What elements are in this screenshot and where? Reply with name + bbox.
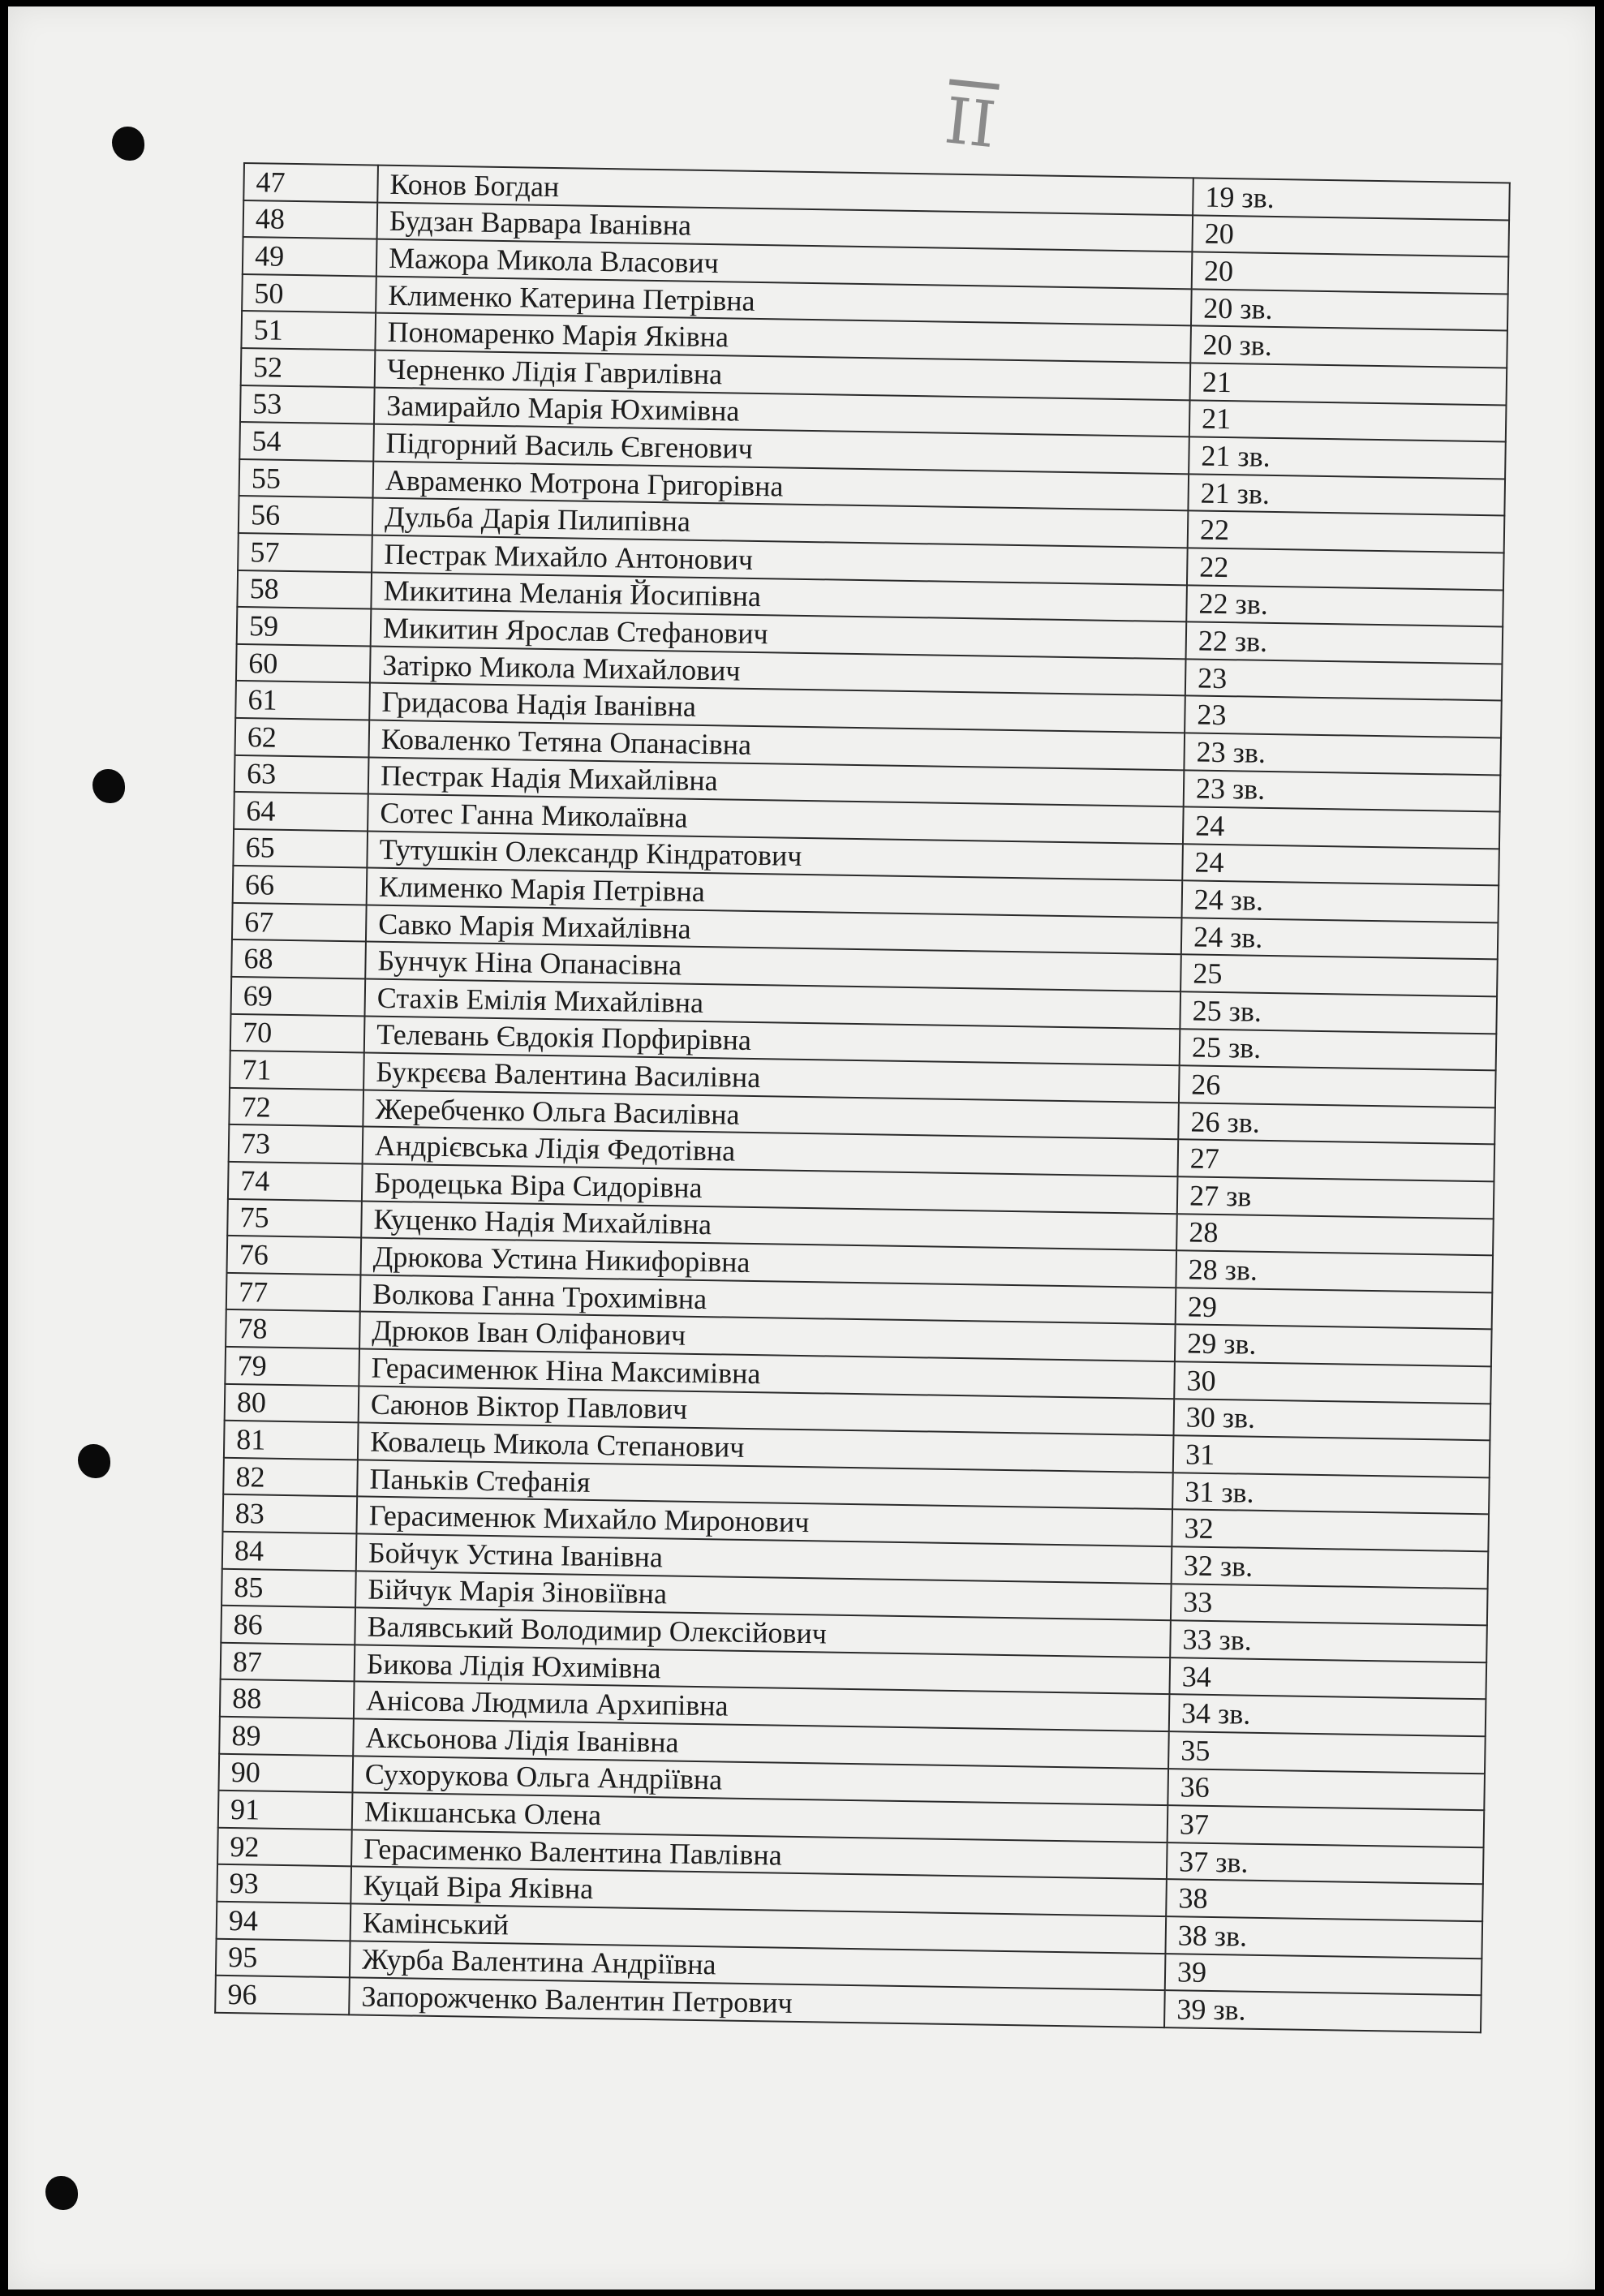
grave-number: 24 зв.: [1182, 881, 1499, 923]
grave-number: 39 зв.: [1164, 1990, 1481, 2032]
person-name: Затірко Микола Михайлович: [370, 646, 1186, 695]
grave-number: 32: [1172, 1510, 1489, 1552]
row-number: 80: [225, 1383, 359, 1422]
grave-number: 34 зв.: [1169, 1695, 1486, 1737]
person-name: Телевань Євдокія Порфирівна: [364, 1016, 1180, 1065]
grave-number: 19 зв.: [1193, 178, 1510, 220]
grave-number: 33 зв.: [1170, 1620, 1487, 1662]
grave-number: 23 зв.: [1184, 770, 1501, 812]
person-name: Пономаренко Марія Яківна: [375, 313, 1191, 363]
person-name: Стахів Емілія Михайлівна: [364, 979, 1180, 1029]
row-number: 73: [229, 1124, 363, 1163]
grave-number: 26 зв.: [1178, 1103, 1495, 1145]
grave-number: 20 зв.: [1190, 326, 1507, 368]
row-number: 78: [226, 1309, 360, 1348]
person-name: Коваленко Тетяна Опанасівна: [369, 720, 1185, 769]
row-number: 94: [217, 1902, 351, 1941]
row-number: 82: [223, 1458, 358, 1497]
row-number: 70: [230, 1014, 365, 1053]
grave-number: 38: [1166, 1879, 1483, 1921]
row-number: 66: [233, 866, 368, 905]
row-number: 50: [242, 274, 376, 313]
person-name: Пестрак Михайло Антонович: [372, 535, 1188, 584]
row-number: 72: [229, 1088, 363, 1127]
row-number: 52: [241, 348, 376, 387]
row-number: 88: [220, 1679, 355, 1718]
row-number: 92: [217, 1827, 352, 1866]
grave-number: 37 зв.: [1167, 1842, 1484, 1885]
person-name: Герасименко Валентина Павлівна: [351, 1829, 1168, 1879]
person-name: Дульба Дарія Пилипівна: [372, 498, 1189, 548]
row-number: 65: [233, 829, 368, 868]
grave-number: 32 зв.: [1172, 1546, 1489, 1589]
person-name: Ковалець Микола Степанович: [358, 1423, 1174, 1473]
person-name: Журба Валентина Андріївна: [350, 1941, 1166, 1990]
grave-number: 39: [1165, 1954, 1482, 1996]
row-number: 87: [221, 1643, 355, 1682]
row-number: 68: [231, 939, 366, 978]
row-number: 48: [243, 200, 378, 239]
person-name: Мажора Микола Власович: [376, 239, 1193, 289]
person-name: Мікшанська Олена: [352, 1792, 1168, 1842]
person-name: Паньків Стефанія: [357, 1460, 1173, 1509]
person-name: Жеребченко Ольга Василівна: [363, 1090, 1179, 1139]
person-name: Бойчук Устина Іванівна: [356, 1533, 1172, 1583]
grave-number: 21 зв.: [1189, 437, 1506, 479]
row-number: 47: [243, 163, 378, 202]
grave-number: 25 зв.: [1180, 991, 1497, 1034]
grave-number: 33: [1171, 1584, 1488, 1626]
row-number: 67: [232, 903, 367, 942]
grave-number: 36: [1168, 1769, 1485, 1811]
row-number: 96: [215, 1976, 350, 2014]
person-name: Камінський: [350, 1903, 1167, 1953]
person-name: Будзан Варвара Іванівна: [377, 202, 1193, 252]
row-number: 57: [238, 533, 372, 572]
person-name: Бродецька Віра Сидорівна: [362, 1163, 1178, 1213]
person-name: Андрієвська Лідія Федотівна: [363, 1127, 1179, 1176]
grave-number: 20 зв.: [1191, 289, 1508, 331]
person-name: Герасименюк Ніна Максимівна: [359, 1348, 1175, 1398]
person-name: Пестрак Надія Михайлівна: [368, 757, 1185, 806]
grave-number: 37: [1168, 1805, 1485, 1847]
row-number: 71: [230, 1051, 364, 1090]
grave-number: 29 зв.: [1175, 1325, 1492, 1367]
row-number: 49: [243, 237, 377, 276]
grave-number: 27 зв: [1177, 1176, 1494, 1219]
punch-hole-icon: [112, 127, 144, 161]
row-number: 93: [217, 1864, 351, 1903]
grave-number: 23: [1185, 659, 1503, 701]
grave-number: 24: [1183, 806, 1500, 849]
row-number: 63: [234, 755, 369, 793]
person-name: Клименко Марія Петрівна: [367, 868, 1183, 918]
grave-number: 21: [1189, 400, 1507, 442]
punch-hole-icon: [78, 1444, 110, 1478]
person-name: Тутушкін Олександр Кіндратович: [367, 831, 1183, 880]
row-number: 81: [224, 1421, 359, 1460]
grave-number: 26: [1179, 1066, 1496, 1108]
person-name: Конов Богдан: [377, 166, 1193, 215]
grave-number: 24: [1182, 844, 1499, 886]
row-number: 61: [235, 681, 370, 720]
row-number: 58: [237, 570, 372, 608]
row-number: 89: [219, 1717, 354, 1756]
grave-number: 28: [1176, 1214, 1494, 1256]
person-name: Замирайло Марія Юхимівна: [374, 387, 1190, 436]
grave-number: 30: [1174, 1361, 1491, 1404]
row-number: 54: [239, 422, 374, 461]
sheet-mark: $\overline{II}$: [941, 84, 1000, 163]
grave-number: 29: [1176, 1288, 1493, 1330]
person-name: Бунчук Ніна Опанасівна: [365, 942, 1181, 991]
punch-hole-icon: [92, 769, 125, 803]
row-number: 55: [239, 459, 374, 498]
person-name: Куцай Віра Яківна: [350, 1867, 1167, 1916]
row-number: 76: [226, 1236, 361, 1275]
grave-number: 34: [1169, 1658, 1486, 1700]
person-name: Микитина Меланія Йосипівна: [371, 572, 1187, 621]
grave-number: 21 зв.: [1188, 474, 1505, 516]
grave-number: 22 зв.: [1186, 585, 1503, 627]
grave-number: 30 зв.: [1173, 1399, 1490, 1441]
grave-number: 27: [1178, 1140, 1495, 1182]
person-name: Герасименюк Михайло Миронович: [356, 1497, 1172, 1546]
grave-number: 22: [1188, 511, 1505, 553]
person-name: Аксьонова Лідія Іванівна: [353, 1718, 1169, 1768]
person-name: Савко Марія Михайлівна: [366, 905, 1182, 954]
row-number: 79: [225, 1347, 359, 1386]
row-number: 84: [222, 1532, 357, 1571]
punch-hole-icon: [45, 2176, 78, 2210]
roster-table: [214, 162, 1511, 2033]
row-number: 64: [234, 792, 368, 831]
row-number: 91: [218, 1791, 353, 1829]
row-number: 62: [235, 718, 370, 757]
roster-body: [215, 163, 1510, 2032]
row-number: 95: [216, 1938, 350, 1977]
person-name: Черненко Лідія Гаврилівна: [375, 350, 1191, 400]
grave-number: 38 зв.: [1165, 1916, 1482, 1958]
grave-number: 28 зв.: [1176, 1250, 1493, 1292]
grave-number: 22 зв.: [1186, 621, 1503, 664]
row-number: 86: [221, 1606, 355, 1645]
grave-number: 35: [1168, 1731, 1486, 1774]
grave-number: 20: [1192, 215, 1509, 257]
person-name: Дрюков Іван Оліфанович: [359, 1312, 1176, 1361]
grave-number: 25 зв.: [1180, 1029, 1497, 1071]
person-name: Бійчук Марія Зіновіївна: [355, 1571, 1172, 1620]
person-name: Валявський Володимир Олексійович: [355, 1608, 1171, 1658]
row-number: 56: [239, 496, 373, 535]
row-number: 53: [240, 385, 375, 424]
person-name: Сотес Ганна Миколаївна: [368, 794, 1184, 844]
person-name: Саюнов Віктор Павлович: [359, 1386, 1175, 1435]
person-name: Букрєєва Валентина Василівна: [363, 1053, 1180, 1103]
row-number: 74: [228, 1162, 363, 1201]
grave-number: 31: [1173, 1435, 1490, 1477]
person-name: Микитин Ярослав Стефанович: [371, 609, 1187, 659]
grave-number: 22: [1187, 548, 1504, 590]
person-name: Підгорний Василь Євгенович: [373, 424, 1189, 474]
person-name: Авраменко Мотрона Григорівна: [373, 461, 1189, 510]
person-name: Куценко Надія Михайлівна: [361, 1201, 1177, 1250]
row-number: 59: [237, 607, 372, 646]
grave-number: 24 зв.: [1181, 918, 1499, 960]
grave-number: 23 зв.: [1184, 733, 1501, 775]
person-name: Дрюкова Устина Никифорівна: [360, 1238, 1176, 1288]
person-name: Бикова Лідія Юхимівна: [355, 1645, 1171, 1694]
person-name: Клименко Катерина Петрівна: [376, 276, 1192, 325]
grave-number: 23: [1185, 696, 1502, 738]
roster-table-wrapper: [214, 162, 1509, 2033]
row-number: 83: [222, 1494, 357, 1533]
grave-number: 25: [1180, 955, 1498, 997]
grave-number: 21: [1190, 363, 1507, 405]
row-number: 60: [236, 644, 371, 683]
paper-sheet: [8, 6, 1595, 2290]
row-number: 85: [221, 1568, 356, 1607]
person-name: Запорожченко Валентин Петрович: [349, 1977, 1165, 2027]
row-number: 51: [241, 311, 376, 350]
grave-number: 20: [1192, 252, 1509, 295]
person-name: Волкова Ганна Трохимівна: [360, 1275, 1176, 1324]
row-number: 69: [231, 977, 366, 1016]
person-name: Сухорукова Ольга Андріївна: [352, 1756, 1168, 1805]
grave-number: 31 зв.: [1172, 1473, 1490, 1515]
person-name: Анісова Людмила Архипівна: [354, 1682, 1170, 1731]
person-name: Гридасова Надія Іванівна: [369, 683, 1185, 733]
row-number: 77: [226, 1273, 361, 1312]
row-number: 75: [227, 1198, 362, 1237]
row-number: 90: [218, 1753, 353, 1792]
